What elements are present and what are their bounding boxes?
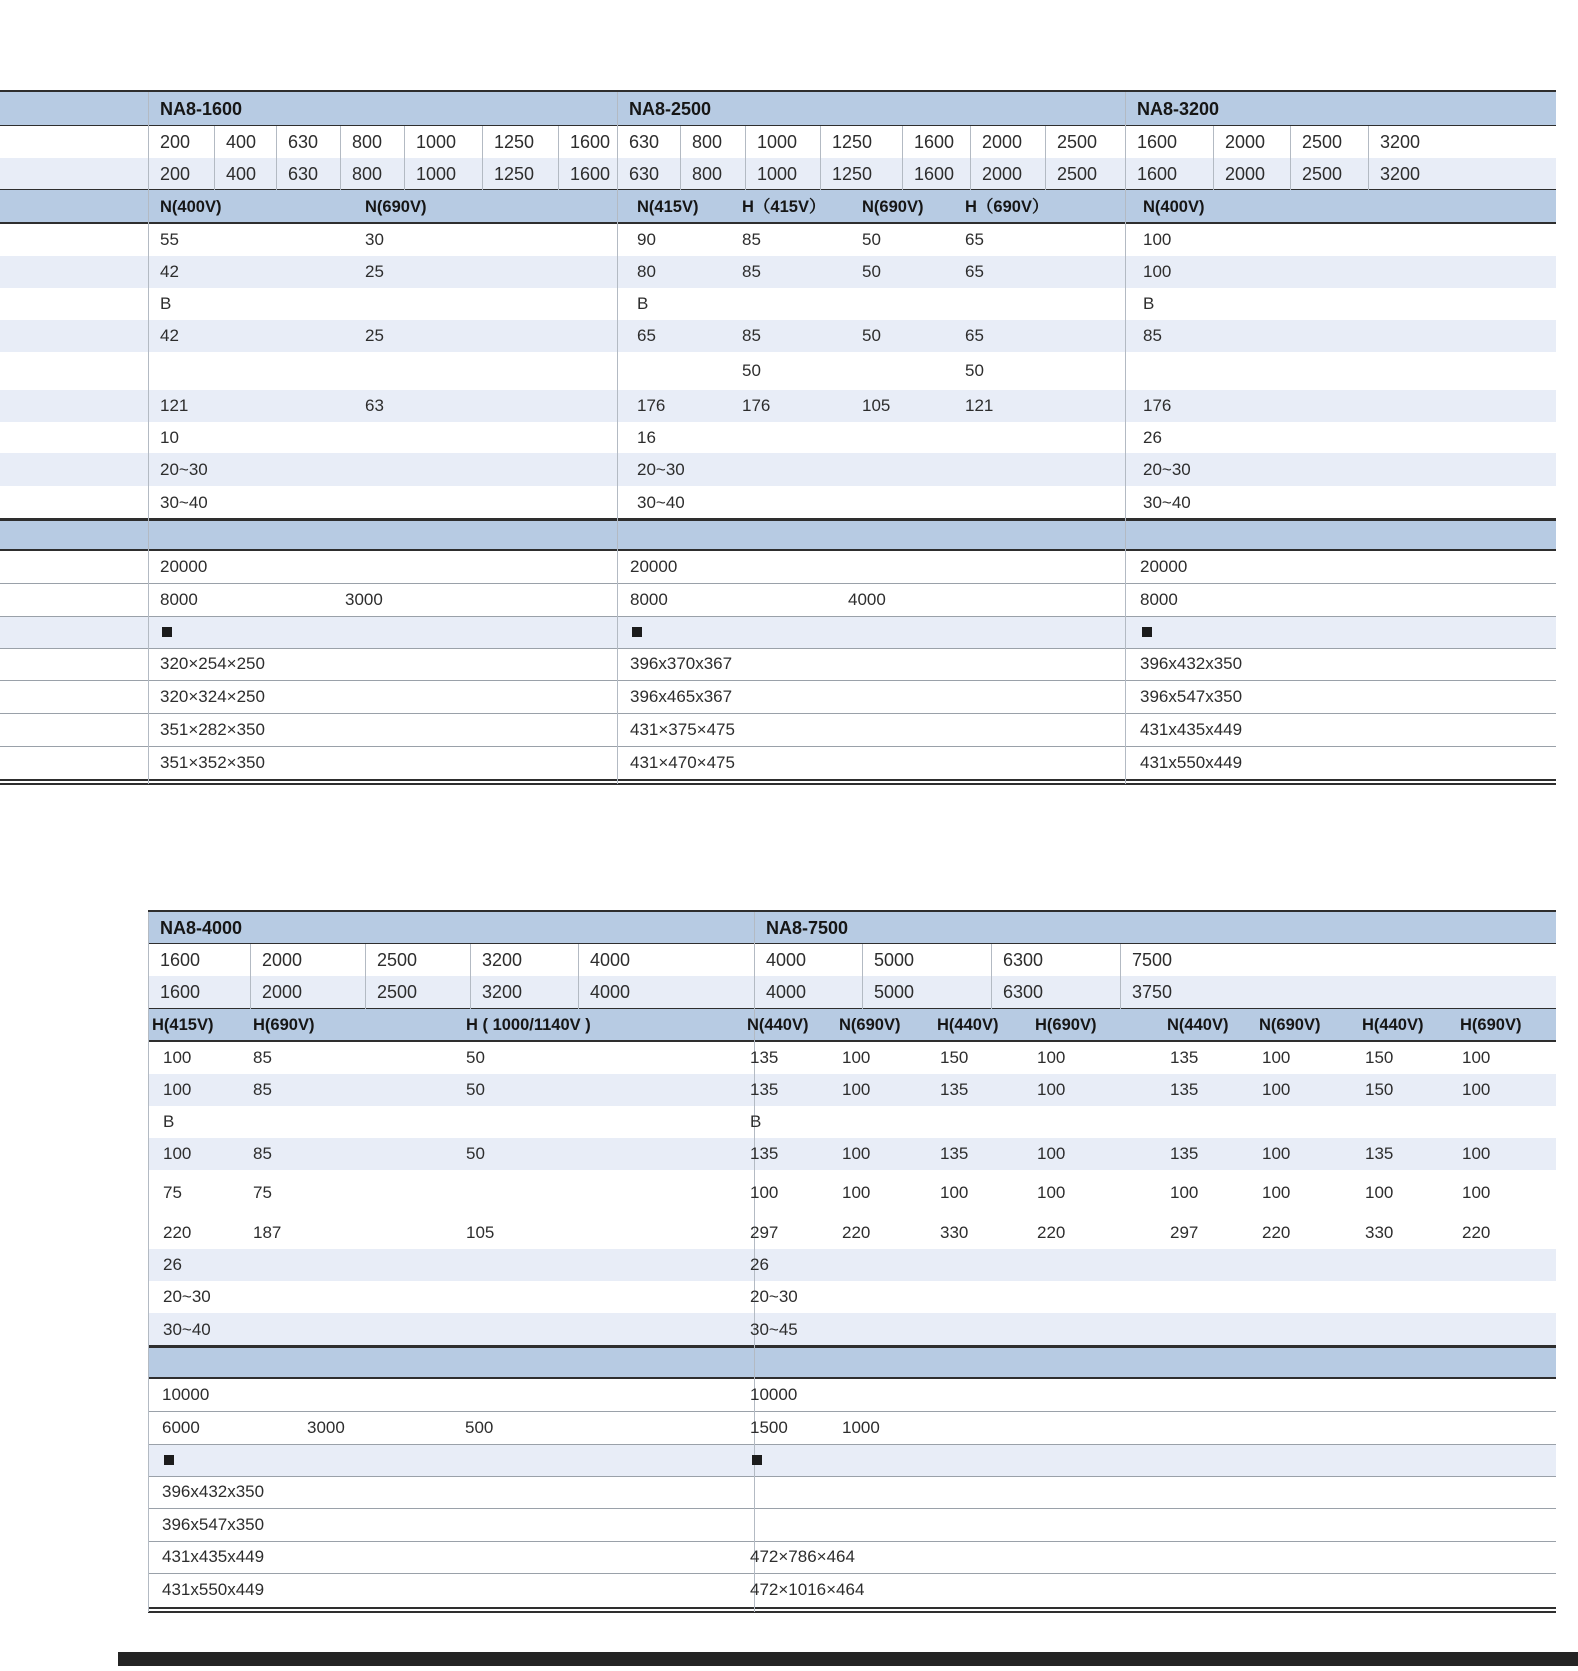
spec-value: 176	[637, 396, 666, 415]
square-marker	[1142, 627, 1152, 637]
spec-value: B	[750, 1112, 762, 1131]
frame-current-cell: 4000	[590, 950, 631, 970]
bottom-spec-value: 1000	[842, 1418, 880, 1437]
spec-value: 100	[1037, 1183, 1066, 1202]
spec-value: 20~30	[637, 460, 685, 479]
divider-line	[0, 583, 1556, 584]
frame-current-cell: 5000	[874, 950, 915, 970]
frame-current-cell: 800	[352, 132, 383, 152]
spec-value: 135	[1170, 1144, 1199, 1163]
square-marker	[162, 627, 172, 637]
voltage-column-header: N(690V)	[1259, 1016, 1321, 1034]
frame-current-cell: 1250	[494, 132, 535, 152]
spec-value: 100	[1462, 1183, 1491, 1202]
rated-current-cell: 1000	[416, 164, 457, 184]
spec-value: 85	[742, 230, 761, 249]
model-name-header: NA8-7500	[766, 918, 849, 938]
rated-current-cell: 2000	[1225, 164, 1266, 184]
bottom-spec-value: 20000	[160, 557, 208, 576]
rated-current-cell: 1600	[570, 164, 611, 184]
bottom-spec-value: 431x435x449	[162, 1547, 265, 1566]
spec-value: 85	[742, 262, 761, 281]
spec-value: 100	[1143, 230, 1172, 249]
frame-current-cell: 630	[288, 132, 319, 152]
vertical-grid-line	[680, 126, 681, 190]
spec-value: 26	[750, 1255, 769, 1274]
frame-current-cell: 1600	[1137, 132, 1178, 152]
spec-value: 220	[1462, 1223, 1491, 1242]
vertical-grid-line	[404, 126, 405, 190]
rated-current-cell: 2500	[377, 982, 418, 1002]
bottom-spec-value: 431×375×475	[630, 720, 735, 739]
bottom-spec-value: 320×254×250	[160, 654, 265, 673]
spec-value: 220	[842, 1223, 871, 1242]
vertical-grid-line	[745, 126, 746, 190]
spec-value: 135	[1170, 1048, 1199, 1067]
frame-current-cell: 1600	[570, 132, 611, 152]
spec-value: 100	[163, 1080, 192, 1099]
spec-value: 220	[1262, 1223, 1291, 1242]
voltage-column-header: H(415V)	[152, 1016, 214, 1034]
vertical-grid-line	[214, 126, 215, 190]
spec-value: 30	[365, 230, 384, 249]
rated-current-cell: 1250	[494, 164, 535, 184]
rated-current-cell: 4000	[590, 982, 631, 1002]
spec-value: 50	[862, 326, 881, 345]
spec-value: 30~45	[750, 1320, 798, 1339]
spec-value: 50	[965, 361, 984, 380]
spec-value: 20~30	[163, 1287, 211, 1306]
vertical-grid-line	[1045, 126, 1046, 190]
model-name-header: NA8-4000	[160, 918, 243, 938]
spec-value: 100	[1462, 1048, 1491, 1067]
vertical-grid-line	[482, 126, 483, 190]
spec-value: 150	[1365, 1080, 1394, 1099]
rated-current-cell: 3750	[1132, 982, 1173, 1002]
frame-current-cell: 7500	[1132, 950, 1173, 970]
rated-current-cell: 1000	[757, 164, 798, 184]
rated-current-cell: 6300	[1003, 982, 1044, 1002]
spec-value: 10	[160, 428, 179, 447]
bottom-spec-value: 396x465x367	[630, 687, 733, 706]
bottom-spec-value: 3000	[345, 590, 383, 609]
spec-value: 80	[637, 262, 656, 281]
rated-current-cell: 2500	[1057, 164, 1098, 184]
spec-value: 85	[253, 1048, 272, 1067]
divider-line	[148, 1508, 1556, 1509]
rated-current-cell: 3200	[1380, 164, 1421, 184]
frame-current-cell: 1250	[832, 132, 873, 152]
frame-current-cell: 630	[629, 132, 660, 152]
voltage-column-header: H(690V)	[1460, 1016, 1522, 1034]
voltage-column-header: H(690V)	[1035, 1016, 1097, 1034]
frame-current-cell: 1000	[416, 132, 457, 152]
spec-value: 121	[160, 396, 189, 415]
spec-value: 100	[1143, 262, 1172, 281]
spec-value: 42	[160, 262, 179, 281]
spec-value: 85	[253, 1144, 272, 1163]
rated-current-cell: 1600	[160, 982, 201, 1002]
divider-line	[148, 1607, 1556, 1609]
frame-current-cell: 3200	[482, 950, 523, 970]
spec-value: 100	[1462, 1080, 1491, 1099]
spec-value: 100	[163, 1144, 192, 1163]
rated-current-cell: 2000	[262, 982, 303, 1002]
frame-current-cell: 4000	[766, 950, 807, 970]
rated-current-cell: 1600	[914, 164, 955, 184]
frame-current-cell: 2500	[1057, 132, 1098, 152]
spec-value: 25	[365, 326, 384, 345]
bottom-spec-value: 396x432x350	[162, 1482, 265, 1501]
divider-line	[148, 1345, 1556, 1348]
bottom-spec-value: 1500	[750, 1418, 788, 1437]
vertical-grid-line	[820, 126, 821, 190]
voltage-column-header: N(440V)	[1167, 1016, 1229, 1034]
frame-current-cell: 2000	[1225, 132, 1266, 152]
vertical-grid-line	[276, 126, 277, 190]
divider-line	[148, 943, 1556, 945]
spec-value: 100	[1462, 1144, 1491, 1163]
bottom-spec-value: 431x550x449	[162, 1580, 265, 1599]
bottom-spec-value: 351×352×350	[160, 753, 265, 772]
square-marker	[752, 1455, 762, 1465]
bottom-spec-value: 396x432x350	[1140, 654, 1243, 673]
bottom-spec-value: 396x547x350	[1140, 687, 1243, 706]
bottom-spec-value: 3000	[307, 1418, 345, 1437]
bottom-spec-value: 10000	[750, 1385, 798, 1404]
rated-current-cell: 2000	[982, 164, 1023, 184]
spec-value: 85	[253, 1080, 272, 1099]
vertical-grid-line	[1213, 126, 1214, 190]
spec-value: B	[1143, 294, 1155, 313]
spec-value: B	[637, 294, 649, 313]
row-stripe	[148, 1444, 1556, 1476]
vertical-grid-line	[1125, 92, 1126, 784]
voltage-column-header: N(690V)	[365, 198, 427, 216]
frame-current-cell: 1600	[914, 132, 955, 152]
divider-line	[148, 1476, 1556, 1477]
spec-value: 25	[365, 262, 384, 281]
rated-current-cell: 5000	[874, 982, 915, 1002]
spec-value: 330	[940, 1223, 969, 1242]
divider-line	[148, 1611, 1556, 1613]
rated-current-cell: 400	[226, 164, 257, 184]
row-stripe	[148, 976, 1556, 1009]
spec-value: B	[160, 294, 172, 313]
vertical-grid-line	[617, 92, 618, 784]
spec-value: 50	[862, 262, 881, 281]
row-stripe	[0, 453, 1556, 486]
spec-value: 135	[1170, 1080, 1199, 1099]
divider-line	[0, 518, 1556, 521]
bottom-spec-value: 472×1016×464	[750, 1580, 865, 1599]
vertical-grid-line	[1120, 944, 1121, 1009]
spec-value: 65	[965, 262, 984, 281]
spec-value: 100	[1262, 1048, 1291, 1067]
spec-value: 100	[1365, 1183, 1394, 1202]
spec-value: 135	[940, 1144, 969, 1163]
spec-value: 85	[1143, 326, 1162, 345]
spec-value: 100	[1037, 1048, 1066, 1067]
vertical-grid-line	[578, 944, 579, 1009]
spec-value: 220	[163, 1223, 192, 1242]
bottom-spec-value: 10000	[162, 1385, 210, 1404]
spec-value: 135	[750, 1144, 779, 1163]
spec-value: 100	[842, 1144, 871, 1163]
bottom-spec-value: 472×786×464	[750, 1547, 855, 1566]
spec-value: 100	[842, 1080, 871, 1099]
frame-current-cell: 400	[226, 132, 257, 152]
bottom-spec-value: 8000	[1140, 590, 1178, 609]
voltage-column-header: N(690V)	[839, 1016, 901, 1034]
spec-value: 30~40	[637, 493, 685, 512]
spec-value: 105	[862, 396, 891, 415]
voltage-column-header: H(690V)	[253, 1016, 315, 1034]
frame-current-cell: 200	[160, 132, 191, 152]
rated-current-cell: 200	[160, 164, 191, 184]
bottom-spec-value: 431x435x449	[1140, 720, 1243, 739]
spec-value: 42	[160, 326, 179, 345]
frame-current-cell: 1000	[757, 132, 798, 152]
divider-line	[148, 1444, 1556, 1445]
spec-value: 100	[1037, 1144, 1066, 1163]
spec-value: 50	[466, 1048, 485, 1067]
row-stripe	[148, 1313, 1556, 1346]
spec-value: 20~30	[1143, 460, 1191, 479]
bottom-spec-value: 8000	[630, 590, 668, 609]
spec-value: 90	[637, 230, 656, 249]
spec-value: 100	[1037, 1080, 1066, 1099]
spec-value: 330	[1365, 1223, 1394, 1242]
voltage-column-header: N(690V)	[862, 198, 924, 216]
voltage-column-header: N(400V)	[160, 198, 222, 216]
divider-line	[0, 616, 1556, 617]
bottom-spec-value: 396x370x367	[630, 654, 733, 673]
row-stripe	[0, 320, 1556, 352]
spec-value: 75	[253, 1183, 272, 1202]
bottom-spec-value: 500	[465, 1418, 494, 1437]
spec-value: 50	[466, 1080, 485, 1099]
rated-current-cell: 800	[352, 164, 383, 184]
vertical-grid-line	[340, 126, 341, 190]
spec-value: 100	[842, 1048, 871, 1067]
spec-value: 26	[163, 1255, 182, 1274]
spec-value: 135	[1365, 1144, 1394, 1163]
voltage-column-header: H(440V)	[1362, 1016, 1424, 1034]
rated-current-cell: 630	[629, 164, 660, 184]
spec-value: 105	[466, 1223, 495, 1242]
rated-current-cell: 3200	[482, 982, 523, 1002]
mid-section-band	[0, 521, 1556, 549]
bottom-spec-value: 320×324×250	[160, 687, 265, 706]
square-marker	[164, 1455, 174, 1465]
row-stripe	[0, 616, 1556, 648]
voltage-column-header: N(400V)	[1143, 198, 1205, 216]
spec-value: 297	[750, 1223, 779, 1242]
vertical-grid-line	[991, 944, 992, 1009]
vertical-grid-line	[148, 912, 149, 1612]
model-header-band	[148, 912, 1556, 944]
spec-value: 16	[637, 428, 656, 447]
spec-value: 30~40	[163, 1320, 211, 1339]
vertical-grid-line	[970, 126, 971, 190]
spec-value: B	[163, 1112, 175, 1131]
spec-value: 100	[1262, 1080, 1291, 1099]
frame-current-cell: 3200	[1380, 132, 1421, 152]
vertical-grid-line	[365, 944, 366, 1009]
row-stripe	[0, 390, 1556, 422]
spec-value: 135	[750, 1048, 779, 1067]
square-marker	[632, 627, 642, 637]
bottom-spec-value: 431×470×475	[630, 753, 735, 772]
divider-line	[0, 779, 1556, 781]
spec-value: 20~30	[160, 460, 208, 479]
row-stripe	[148, 1249, 1556, 1281]
frame-current-cell: 2500	[1302, 132, 1343, 152]
voltage-column-header: H ( 1000/1140V )	[466, 1016, 591, 1034]
rated-current-cell: 2500	[1302, 164, 1343, 184]
voltage-column-header: N(415V)	[637, 198, 699, 216]
spec-value: 100	[1262, 1183, 1291, 1202]
rated-current-cell: 1250	[832, 164, 873, 184]
spec-value: 63	[365, 396, 384, 415]
spec-value: 55	[160, 230, 179, 249]
frame-current-cell: 800	[692, 132, 723, 152]
model-name-header: NA8-3200	[1137, 99, 1220, 119]
vertical-grid-line	[148, 92, 149, 784]
bottom-spec-value: 20000	[1140, 557, 1188, 576]
divider-line	[0, 783, 1556, 785]
mid-section-band	[148, 1348, 1556, 1377]
spec-value: 150	[1365, 1048, 1394, 1067]
spec-value: 65	[637, 326, 656, 345]
model-name-header: NA8-2500	[629, 99, 712, 119]
vertical-grid-line	[250, 944, 251, 1009]
model-name-header: NA8-1600	[160, 99, 243, 119]
frame-current-cell: 2000	[982, 132, 1023, 152]
spec-value: 121	[965, 396, 994, 415]
voltage-column-header: H（415V）	[742, 198, 826, 216]
bottom-spec-value: 6000	[162, 1418, 200, 1437]
vertical-grid-line	[902, 126, 903, 190]
spec-value: 65	[965, 326, 984, 345]
spec-value: 50	[742, 361, 761, 380]
bottom-spec-value: 20000	[630, 557, 678, 576]
spec-value: 50	[466, 1144, 485, 1163]
spec-value: 20~30	[750, 1287, 798, 1306]
spec-value: 150	[940, 1048, 969, 1067]
frame-current-cell: 2000	[262, 950, 303, 970]
spec-value: 85	[742, 326, 761, 345]
vertical-grid-line	[558, 126, 559, 190]
rated-current-cell: 800	[692, 164, 723, 184]
spec-value: 100	[940, 1183, 969, 1202]
spec-value: 65	[965, 230, 984, 249]
vertical-grid-line	[1290, 126, 1291, 190]
row-stripe	[0, 256, 1556, 288]
spec-value: 176	[742, 396, 771, 415]
spec-value: 297	[1170, 1223, 1199, 1242]
bottom-spec-value: 8000	[160, 590, 198, 609]
voltage-column-header: H(440V)	[937, 1016, 999, 1034]
divider-line	[148, 910, 1556, 913]
rated-current-cell: 4000	[766, 982, 807, 1002]
bottom-spec-value: 431x550x449	[1140, 753, 1243, 772]
spec-value: 135	[940, 1080, 969, 1099]
bottom-spec-value: 351×282×350	[160, 720, 265, 739]
vertical-grid-line	[1368, 126, 1369, 190]
spec-value: 100	[750, 1183, 779, 1202]
divider-line	[148, 1377, 1556, 1379]
voltage-column-header: N(440V)	[747, 1016, 809, 1034]
rated-current-cell: 1600	[1137, 164, 1178, 184]
footer-bar	[118, 1652, 1578, 1666]
frame-current-cell: 6300	[1003, 950, 1044, 970]
spec-value: 135	[750, 1080, 779, 1099]
vertical-grid-line	[862, 944, 863, 1009]
spec-value: 30~40	[160, 493, 208, 512]
frame-current-cell: 1600	[160, 950, 201, 970]
bottom-spec-value: 396x547x350	[162, 1515, 265, 1534]
spec-value: 50	[862, 230, 881, 249]
spec-value: 187	[253, 1223, 282, 1242]
spec-value: 100	[1262, 1144, 1291, 1163]
spec-value: 100	[842, 1183, 871, 1202]
frame-current-cell: 2500	[377, 950, 418, 970]
spec-value: 176	[1143, 396, 1172, 415]
spec-value: 30~40	[1143, 493, 1191, 512]
spec-value: 75	[163, 1183, 182, 1202]
spec-value: 26	[1143, 428, 1162, 447]
spec-value: 220	[1037, 1223, 1066, 1242]
spec-value: 100	[163, 1048, 192, 1067]
bottom-spec-value: 4000	[848, 590, 886, 609]
voltage-column-header: H（690V）	[965, 198, 1049, 216]
divider-line	[0, 549, 1556, 551]
rated-current-cell: 630	[288, 164, 319, 184]
spec-value: 100	[1170, 1183, 1199, 1202]
vertical-grid-line	[470, 944, 471, 1009]
